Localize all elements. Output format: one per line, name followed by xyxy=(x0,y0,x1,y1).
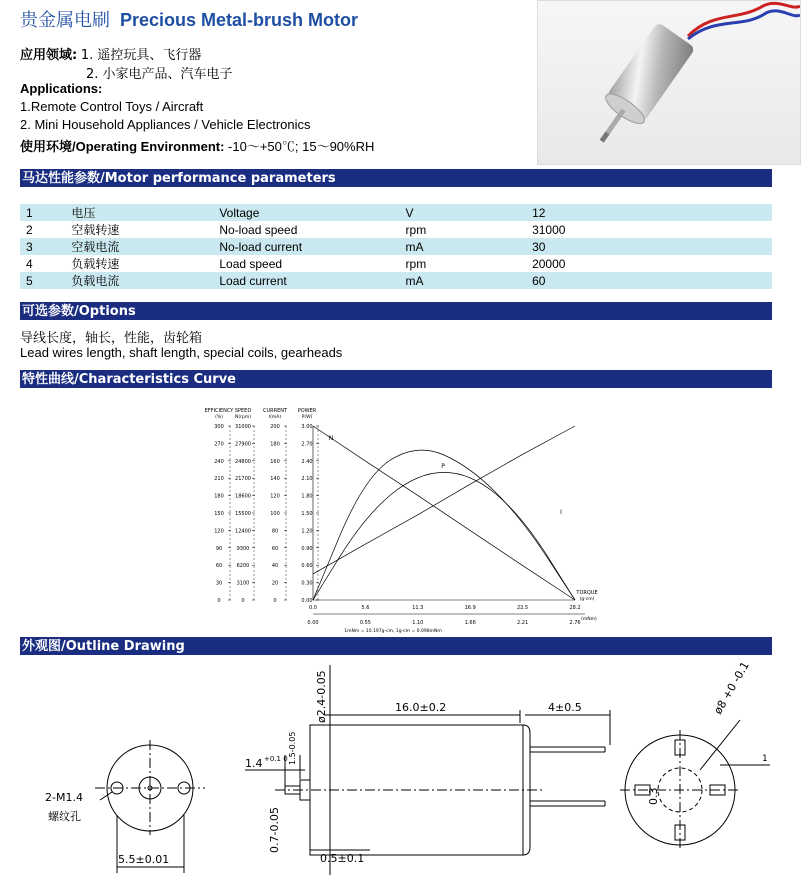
tick-label: 21700 xyxy=(235,476,251,483)
applications-label-en: Applications: xyxy=(20,81,103,96)
tick-label: 60 xyxy=(271,545,279,552)
drawing-section-bar: 外观图/Outline Drawing xyxy=(20,637,772,655)
environment-label-en: /Operating Environment: xyxy=(72,139,225,154)
tick-label: 3.00 xyxy=(301,424,313,430)
cell-no: 2 xyxy=(26,222,33,237)
tick-label: 0.00 xyxy=(301,598,313,604)
cell-no: 3 xyxy=(20,238,65,255)
tick-label: 150 xyxy=(214,511,224,517)
motor-photo xyxy=(537,0,801,165)
title-en: Precious Metal-brush Motor xyxy=(120,10,359,30)
tick-label: 20 xyxy=(271,580,279,587)
dim-ref-mark: 1 xyxy=(762,754,768,764)
tick-label: 40 xyxy=(271,563,279,570)
tick-label: 15500 xyxy=(235,511,251,517)
cell-unit: V xyxy=(400,204,527,221)
cell-value: 20000 xyxy=(532,256,566,271)
dim-diameter: ø2.4-0.05 xyxy=(315,670,328,723)
torque-label: TORQUE xyxy=(576,590,598,596)
tick-label: 18600 xyxy=(235,493,251,500)
torque-tick-gcm: 5.6 xyxy=(361,605,370,611)
table-row xyxy=(20,272,772,289)
tick-label: 24800 xyxy=(235,458,251,465)
cell-cn: 负载电流 xyxy=(65,272,213,289)
environment-value: -10～+50℃; 15～90%RH xyxy=(228,139,375,154)
tick-label: 2.70 xyxy=(301,441,313,448)
tick-label: 31000 xyxy=(235,424,251,430)
axis-unit: (%) xyxy=(215,415,223,420)
characteristics-chart xyxy=(205,404,605,636)
cell-value: 31000 xyxy=(532,222,566,237)
dim-shaft-len: 1.4 xyxy=(245,757,263,770)
applications-cn xyxy=(20,44,201,63)
cell-en: No-load speed xyxy=(219,222,298,237)
cell-value: 30 xyxy=(526,238,772,255)
torque-tick-mnm: 1.66 xyxy=(464,620,476,626)
series-p-line xyxy=(313,472,575,600)
cell-value: 12 xyxy=(526,204,772,221)
torque-tick-mnm: 0.00 xyxy=(307,620,319,626)
tick-label: 6200 xyxy=(236,563,250,570)
cell-unit: mA xyxy=(400,238,527,255)
tick-label: 120 xyxy=(270,493,280,500)
tick-label: 30 xyxy=(215,580,223,587)
tick-label: 180 xyxy=(270,441,280,448)
axis-header: POWER xyxy=(297,408,317,414)
torque-tick-gcm: 22.5 xyxy=(517,605,529,611)
tick-label: 200 xyxy=(270,424,280,430)
torque-unit-mnm: (mNm) xyxy=(581,617,597,622)
tick-label: 90 xyxy=(215,545,223,552)
applications-en-item-1: 1.Remote Control Toys / Aircraft xyxy=(20,99,204,114)
options-section-bar: 可选参数/Options xyxy=(20,302,772,320)
torque-tick-mnm: 1.10 xyxy=(412,620,424,626)
options-cn-text: 导线长度，轴长，性能，齿轮箱 xyxy=(20,331,203,346)
torque-tick-gcm: 28.2 xyxy=(569,605,581,611)
torque-tick-mnm: 2.21 xyxy=(517,620,529,626)
tick-label: 270 xyxy=(214,441,224,448)
applications-label-cn: 应用领域: xyxy=(20,48,78,63)
tick-label: 0 xyxy=(241,598,245,604)
tick-label: 0.30 xyxy=(301,580,313,587)
tick-label: 120 xyxy=(214,528,224,535)
dim-wire: 4±0.5 xyxy=(548,701,582,714)
tick-label: 140 xyxy=(270,476,280,483)
cell-en: No-load current xyxy=(213,238,399,255)
tick-label: 12400 xyxy=(235,528,251,535)
series-i-line xyxy=(313,426,575,574)
curve-label-p: P xyxy=(441,463,445,470)
table-row xyxy=(20,221,772,238)
cell-cn: 空载电流 xyxy=(65,238,213,255)
dim-slot: 0.3 xyxy=(647,787,660,805)
torque-tick-gcm: 11.3 xyxy=(412,605,424,611)
applications-en-item-2: 2. Mini Household Appliances / Vehicle Electronics xyxy=(20,117,311,132)
cell-en: Load current xyxy=(213,272,399,289)
tick-label: 0 xyxy=(273,598,277,604)
tick-label: 80 xyxy=(271,528,279,535)
tick-label: 3100 xyxy=(236,580,250,587)
outline-drawing xyxy=(20,655,790,885)
applications-cn-item-1: 1. 遥控玩具、飞行器 xyxy=(80,48,202,63)
title-cn: 贵金属电刷 xyxy=(20,10,110,31)
cell-unit: rpm xyxy=(405,222,427,237)
series-n-line xyxy=(313,426,575,600)
table-row xyxy=(20,255,772,272)
dim-shaft-dia: 0.7-0.05 xyxy=(268,807,281,853)
dim-hole-cn: 螺纹孔 xyxy=(48,810,81,823)
cell-en: Voltage xyxy=(213,204,399,221)
axis-unit: P(W) xyxy=(301,415,313,420)
tick-label: 0 xyxy=(217,598,221,604)
tick-label: 100 xyxy=(270,511,280,517)
cell-cn: 负载转速 xyxy=(71,257,120,271)
dim-small: 1.5-0.05 xyxy=(288,731,297,765)
torque-tick-mnm: 0.55 xyxy=(359,620,371,626)
cell-unit: rpm xyxy=(405,256,427,271)
dim-length: 16.0±0.2 xyxy=(395,701,447,714)
dim-hole-pitch: 5.5±0.01 xyxy=(118,853,170,866)
torque-tick-gcm: 16.9 xyxy=(464,605,476,611)
options-en-text: Lead wires length, shaft length, special coils, gearheads xyxy=(20,345,343,360)
dim-hole-label: 2-M1.4 xyxy=(45,791,83,804)
tick-label: 1.50 xyxy=(301,511,313,517)
tick-label: 2.40 xyxy=(301,458,313,465)
tick-label: 300 xyxy=(214,424,224,430)
curve-label-n: N xyxy=(328,435,334,442)
torque-tick-gcm: 0.0 xyxy=(309,605,317,611)
tick-label: 1.80 xyxy=(301,493,313,500)
tick-label: 1.20 xyxy=(301,528,313,535)
tick-label: 160 xyxy=(270,458,280,465)
axis-header: EFFICIENCY xyxy=(205,408,234,414)
torque-unit-gcm: (g-cm) xyxy=(579,597,595,602)
cell-value: 60 xyxy=(526,272,772,289)
cell-unit: mA xyxy=(400,272,527,289)
axis-header: CURRENT xyxy=(262,408,288,414)
applications-cn-item-2: 2. 小家电产品、汽车电子 xyxy=(86,67,233,82)
tick-label: 0.60 xyxy=(301,563,313,570)
cell-cn: 电压 xyxy=(65,204,213,221)
table-row xyxy=(20,204,772,221)
tick-label: 27900 xyxy=(235,441,251,448)
tick-label: 2.10 xyxy=(301,476,313,483)
conversion-note: 1mNm = 10.197g-cm, 1g-cm = 0.098mNm xyxy=(344,629,442,634)
performance-section-bar: 马达性能参数/Motor performance parameters xyxy=(20,169,772,187)
tick-label: 60 xyxy=(215,563,223,570)
axis-unit: I(mA) xyxy=(268,415,282,420)
axis-unit: N(rpm) xyxy=(235,415,251,420)
cell-cn: 空载转速 xyxy=(71,223,120,237)
curve-label-i: I xyxy=(560,509,562,516)
dim-shaft-tol: +0.1 0 xyxy=(264,755,288,763)
cell-en: Load speed xyxy=(219,256,283,271)
cell-no: 5 xyxy=(20,272,65,289)
environment-line xyxy=(20,136,374,155)
tick-label: 0.90 xyxy=(301,545,313,552)
performance-table xyxy=(20,204,772,289)
dim-boss: 0.5±0.1 xyxy=(320,852,365,865)
tick-label: 210 xyxy=(214,476,224,483)
tick-label: 180 xyxy=(214,493,224,500)
torque-tick-mnm: 2.76 xyxy=(569,620,581,626)
environment-label-cn: 使用环境 xyxy=(20,140,73,155)
curve-section-bar: 特性曲线/Characteristics Curve xyxy=(20,370,772,388)
dim-body-dia: ø8 +0 -0.1 xyxy=(711,659,752,717)
cell-no: 1 xyxy=(20,204,65,221)
axis-header: SPEED xyxy=(234,408,252,414)
tick-label: 240 xyxy=(214,458,224,465)
cell-no: 4 xyxy=(26,256,33,271)
page-title xyxy=(20,6,358,32)
tick-label: 9300 xyxy=(236,545,250,552)
table-row xyxy=(20,238,772,255)
